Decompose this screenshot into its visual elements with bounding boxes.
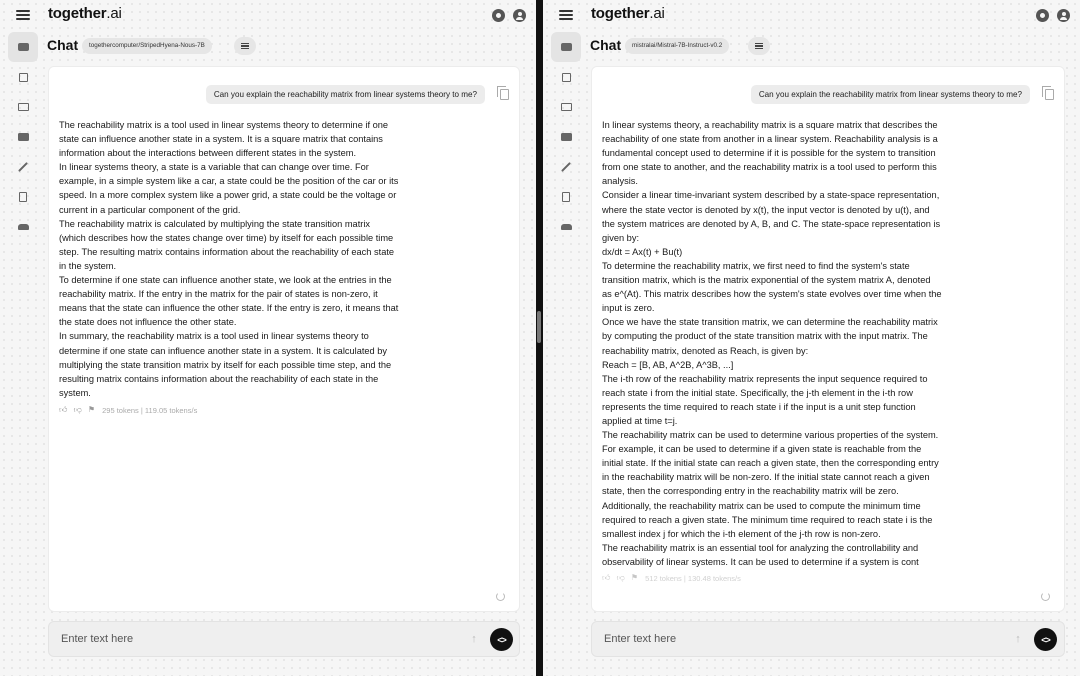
response-line: by computing the product of the state transition matrix with the input matrix. The [602, 331, 928, 342]
response-line: resulting matrix contains information about the reachability of each state in the [59, 373, 379, 384]
response-line: from one state to another, and the reachability matrix is a tool used to perform this [602, 162, 937, 173]
response-line: In summary, the reachability matrix is a tool used in linear systems theory to [59, 331, 369, 342]
image-icon [561, 103, 572, 111]
menu-icon[interactable] [559, 8, 573, 22]
response-line: reachability matrix. If the entry in the matrix for the pair of states is non-zero, it [59, 289, 378, 300]
response-meta [602, 573, 741, 583]
sidebar-item-brush[interactable] [551, 152, 581, 182]
response-line: In linear systems theory, a state is a variable that can change over time. For [59, 162, 369, 173]
response-line: in the system. [59, 260, 117, 271]
response-line: (which describes how the states change over time) by itself for each possible time [59, 232, 394, 243]
response-line: represents the time required to reach state i if the input is a unit step function [602, 401, 916, 412]
response-line: Additionally, the reachability matrix can be used to compute the minimum time [602, 500, 921, 511]
settings-button[interactable] [748, 37, 770, 55]
response-line: reach state i from the initial state. Specifically, the j-th element in the i-th row [602, 387, 913, 398]
upload-icon[interactable]: ↑ [1015, 633, 1021, 645]
sidebar-item-language[interactable] [551, 62, 581, 92]
copy-icon[interactable] [1045, 89, 1054, 100]
right-chat-pane [543, 0, 1080, 676]
send-button[interactable]: <> [490, 628, 513, 651]
brush-icon [18, 162, 28, 172]
sidebar-item-chat[interactable] [8, 32, 38, 62]
vehicle-icon [18, 224, 29, 230]
sidebar-item-chat[interactable] [551, 32, 581, 62]
sliders-icon [755, 43, 763, 49]
terminal-icon [18, 133, 29, 141]
response-line: transition matrix, which is the matrix exponential of the system matrix A, denoted [602, 275, 931, 286]
page-title: Chat [47, 37, 79, 53]
feedback-icons[interactable]: 👍︎ 👎︎ ⚑ [59, 405, 98, 414]
message-input-bar [48, 621, 520, 657]
sidebar-item-image[interactable] [551, 92, 581, 122]
response-line: the state does not influence the other state. [59, 317, 237, 328]
response-line: example, in a simple system like a car, a state could be the position of the car or its [59, 176, 399, 187]
sidebar-item-models[interactable] [551, 212, 581, 242]
response-line: speed. In a more complex system like a power grid, a state could be the voltage or [59, 190, 397, 201]
response-meta [59, 405, 197, 415]
response-line: Reach = [B, AB, A^2B, A^3B, ...] [602, 359, 734, 370]
chat-icon [561, 43, 572, 51]
image-icon [18, 103, 29, 111]
response-line: system. [59, 387, 91, 398]
terminal-icon [561, 133, 572, 141]
token-stats: 512 tokens | 130.48 tokens/s [645, 573, 741, 583]
token-stats: 295 tokens | 119.05 tokens/s [102, 405, 198, 415]
response-line: information about the interactions between different states in the system. [59, 148, 357, 159]
response-line: determine if one state can influence another state in a system. It is calculated by [59, 345, 388, 356]
model-selector[interactable]: togethercomputer/StripedHyena-Nous-7B [82, 38, 212, 54]
split-divider-handle[interactable] [537, 311, 541, 343]
response-line: The reachability matrix is an essential tool for analyzing the controllability and [602, 542, 919, 553]
menu-icon[interactable] [16, 8, 30, 22]
message-input[interactable] [61, 622, 441, 656]
response-line: means that the state can influence the other state. If the entry is zero, it means that [59, 303, 399, 314]
response-line: Once we have the state transition matrix, we can determine the reachability matrix [602, 317, 938, 328]
response-line: The reachability matrix can be used to determine various properties of the system. [602, 430, 939, 441]
settings-button[interactable] [234, 37, 256, 55]
upload-icon[interactable]: ↑ [471, 633, 477, 645]
response-line: in the reachability matrix will be non-zero. If the initial state cannot reach a given [602, 472, 930, 483]
regenerate-icon[interactable] [496, 592, 505, 601]
brand-logo[interactable]: together.ai [48, 5, 122, 22]
response-line: applied at time t=j. [602, 415, 678, 426]
sidebar-item-image[interactable] [8, 92, 38, 122]
response-line: given by: [602, 232, 640, 243]
response-line: as e^(At). This matrix describes how the system's state evolves over time when the [602, 289, 942, 300]
clipboard-icon [19, 192, 27, 202]
chat-icon [18, 43, 29, 51]
user-message: Can you explain the reachability matrix from linear systems theory to me? [206, 85, 485, 104]
response-line: The reachability matrix is calculated by multiplying the state transition matrix [59, 218, 371, 229]
response-line: The reachability matrix is a tool used in linear systems theory to determine if one [59, 120, 389, 130]
chat-panel [48, 66, 520, 612]
response-line: current in a particular component of the grid. [59, 204, 241, 215]
response-line: required to reach a given state. The minimum time required to reach state i is the [602, 514, 933, 525]
response-line: Consider a linear time-invariant system described by a state-space representation, [602, 190, 940, 201]
response-line: multiplying the state transition matrix by itself for each possible time step, and the [59, 359, 392, 370]
response-line: fundamental concept used to determine if it is possible for the system to transition [602, 148, 936, 159]
theme-toggle-icon[interactable] [1036, 9, 1049, 22]
chat-panel [591, 66, 1065, 612]
vehicle-icon [561, 224, 572, 230]
response-line: The i-th row of the reachability matrix represents the input sequence required to [602, 373, 928, 384]
sidebar-item-models[interactable] [8, 212, 38, 242]
response-line: the system matrices are denoted by A, B, and C. The state-space representation is [602, 218, 941, 229]
brand-logo[interactable]: together.ai [591, 5, 665, 22]
copy-icon[interactable] [500, 89, 509, 100]
book-icon [19, 73, 28, 82]
response-line: analysis. [602, 176, 638, 187]
response-line: observability of linear systems. It can be used to determine if a system is cont [602, 556, 919, 567]
sidebar-item-brush[interactable] [8, 152, 38, 182]
user-account-icon[interactable] [1057, 9, 1070, 22]
brush-icon [561, 162, 571, 172]
sidebar-item-code[interactable] [8, 122, 38, 152]
response-line: reachability of one state from another in a linear system. Reachability analysis is a [602, 134, 938, 145]
sidebar [551, 32, 581, 242]
clipboard-icon [562, 192, 570, 202]
assistant-response [59, 118, 398, 400]
response-line: smallest index j for which the i-th element of the j-th row is non-zero. [602, 528, 881, 539]
sidebar-item-language[interactable] [8, 62, 38, 92]
sidebar-item-docs[interactable] [551, 182, 581, 212]
response-line: step. The resulting matrix contains information about the reachability of each state [59, 246, 395, 257]
response-line: where the state vector is denoted by x(t), the input vector is denoted by u(t), and [602, 204, 930, 215]
message-input[interactable] [604, 622, 984, 656]
response-line: In linear systems theory, a reachability matrix is a square matrix that describes the [602, 120, 938, 130]
response-line: reachability matrix, denoted as Reach, is given by: [602, 345, 809, 356]
response-line: initial state. If the initial state can reach a given state, then the corresponding entry [602, 458, 939, 469]
model-selector[interactable]: mistralai/Mistral-7B-Instruct-v0.2 [625, 38, 729, 54]
response-line: input is zero. [602, 303, 655, 314]
sliders-icon [241, 43, 249, 49]
response-line: To determine the reachability matrix, we first need to find the system's state [602, 260, 910, 271]
response-line: For example, it can be used to determine if a given state is reachable from the [602, 444, 922, 455]
feedback-icons[interactable]: 👍︎ 👎︎ ⚑ [602, 573, 641, 582]
assistant-response [602, 118, 942, 569]
page-title: Chat [590, 37, 622, 53]
user-account-icon[interactable] [513, 9, 526, 22]
response-line: state can influence another state in a system. It is a square matrix that contains [59, 134, 383, 145]
left-chat-pane [0, 0, 536, 676]
sidebar [8, 32, 38, 242]
theme-toggle-icon[interactable] [492, 9, 505, 22]
send-button[interactable]: <> [1034, 628, 1057, 651]
sidebar-item-docs[interactable] [8, 182, 38, 212]
user-message: Can you explain the reachability matrix from linear systems theory to me? [751, 85, 1030, 104]
sidebar-item-code[interactable] [551, 122, 581, 152]
response-line: state, then the corresponding entry in the reachability matrix will be zero. [602, 486, 899, 497]
regenerate-icon[interactable] [1041, 592, 1050, 601]
response-line: To determine if one state can influence another state, we look at the entries in the [59, 275, 392, 286]
book-icon [562, 73, 571, 82]
message-input-bar [591, 621, 1065, 657]
response-line: dx/dt = Ax(t) + Bu(t) [602, 246, 683, 257]
